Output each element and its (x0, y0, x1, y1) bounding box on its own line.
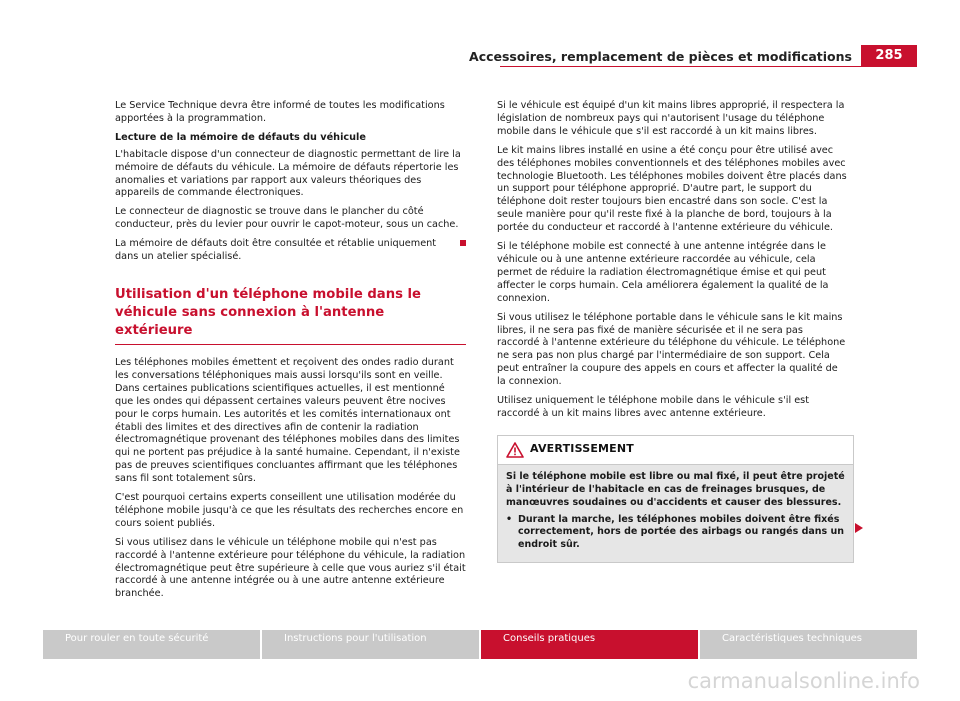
footer-tab-instructions[interactable]: Instructions pour l'utilisation (262, 630, 479, 659)
header-rule (500, 66, 917, 67)
footer-tab-conseils[interactable]: Conseils pratiques (481, 630, 698, 659)
left-column (115, 100, 466, 607)
footer-nav (43, 630, 917, 659)
paragraph: Les téléphones mobiles émettent et reçoivent des ondes radio durant les conversations téléphoniques mais aussi lorsqu'ils sont en veille. Dans certaines publications scientifiques actuelles, il est mentionné que les ondes qui dépassent certaines valeurs peuvent être nocives pour le corps humain. Les autorités et les comités internationaux ont établi des limites et des directives afin de contenir la radiation électromagnétique provenant des téléphones mobiles dans des limites qui ne portent pas préjudice à la santé humaine. Cependant, il n'existe pas de preuves scientifiques concluantes affirmant que les téléphones sans fil sont totalement sûrs. (115, 356, 460, 485)
paragraph-end (115, 238, 466, 264)
paragraph: Si vous utilisez le téléphone portable dans le véhicule sans le kit mains libres, il ne sera pas fixé de manière sécurisée et il ne sera pas raccordé à l'antenne extérieure du téléphone du véhicule. Le téléphone ne sera pas non plus chargé par l'intermédiaire de son support. Cela peut entraîner la coupure des appels en cours et affecter la qualité de la connexion. (497, 311, 846, 388)
paragraph: L'habitacle dispose d'un connecteur de diagnostic permettant de lire la mémoire de défauts du véhicule. La mémoire de défauts répertorie les anomalies et variations par rapport aux valeurs théoriques des appareils de commande électroniques. (115, 148, 461, 199)
page-number: 285 (861, 45, 917, 67)
running-header-title: Accessoires, remplacement de pièces et modifications (469, 49, 852, 64)
footer-tab-securite[interactable]: Pour rouler en toute sécurité (43, 630, 260, 659)
footer-tab-caracteristiques[interactable]: Caractéristiques techniques (700, 630, 917, 659)
end-of-section-marker (460, 240, 466, 246)
paragraph: Le kit mains libres installé en usine a été conçu pour être utilisé avec des téléphones mobiles conventionnels et des téléphones mobiles avec technologie Bluetooth. Les téléphones mobiles doivent être placés dans un support pour téléphone approprié. D'autre part, le support du téléphone doit rester toujours bien encastré dans son socle. C'est la seule manière pour qu'il reste fixé à la planche de bord, toujours à la portée du conducteur et raccordé à l'antenne extérieure du véhicule. (497, 144, 847, 234)
paragraph: Si le téléphone mobile est connecté à une antenne intégrée dans le véhicule ou à une antenne extérieure raccordée au véhicule, cela permet de réduire la radiation électromagnétique émise et qui peut affecter le corps humain. Cela améliorera également la qualité de la connexion. (497, 241, 829, 304)
section-title: Utilisation d'un téléphone mobile dans le véhicule sans connexion à l'antenne extérieure (115, 286, 466, 345)
warning-body (498, 465, 853, 562)
paragraph: Utilisez uniquement le téléphone mobile dans le véhicule s'il est raccordé à un kit mains libres avec antenne extérieure. (497, 395, 810, 419)
warning-title: AVERTISSEMENT (530, 442, 635, 456)
right-column (497, 100, 848, 563)
warning-triangle-icon (506, 442, 524, 458)
paragraph: Si vous utilisez dans le véhicule un téléphone mobile qui n'est pas raccordé à l'antenne extérieure pour téléphone du véhicule, la radiation électromagnétique peut être supérieure à celle que vous auriez s'il était raccordé à une antenne intégrée ou à une autre antenne extérieure branchée. (115, 536, 466, 600)
paragraph-text: La mémoire de défauts doit être consultée et rétablie uniquement dans un atelier spécialisé. (115, 238, 437, 263)
subheading-fault-memory: Lecture de la mémoire de défauts du véhicule (115, 131, 366, 143)
warning-text: Si le téléphone mobile est libre ou mal fixé, il peut être projeté à l'intérieur de l'habitacle en cas de freinages brusques, de manœuvres soudaines ou d'accidents et causer des blessures. (506, 470, 845, 508)
paragraph: C'est pourquoi certains experts conseillent une utilisation modérée du téléphone mobile jusqu'à ce que les résultats des recherches encore en cours soient publiés. (115, 492, 464, 529)
continue-arrow-icon (855, 523, 863, 533)
paragraph: Le connecteur de diagnostic se trouve dans le plancher du côté conducteur, près du levier pour ouvrir le capot-moteur, sous un cache. (115, 206, 459, 231)
warning-bullet: • Durant la marche, les téléphones mobiles doivent être fixés correctement, hors de portée des airbags ou rangés dans un endroit sûr. (506, 514, 845, 553)
paragraph: Si le véhicule est équipé d'un kit mains libres approprié, il respectera la législation de nombreux pays qui n'autorisent l'usage du téléphone mobile dans le véhicule que s'il est raccordé à un kit mains libres. (497, 100, 845, 137)
warning-header (498, 436, 853, 465)
paragraph: Le Service Technique devra être informé de toutes les modifications apportées à la programmation. (115, 100, 445, 124)
warning-box (497, 435, 854, 563)
watermark: carmanualsonline.info (687, 669, 920, 693)
